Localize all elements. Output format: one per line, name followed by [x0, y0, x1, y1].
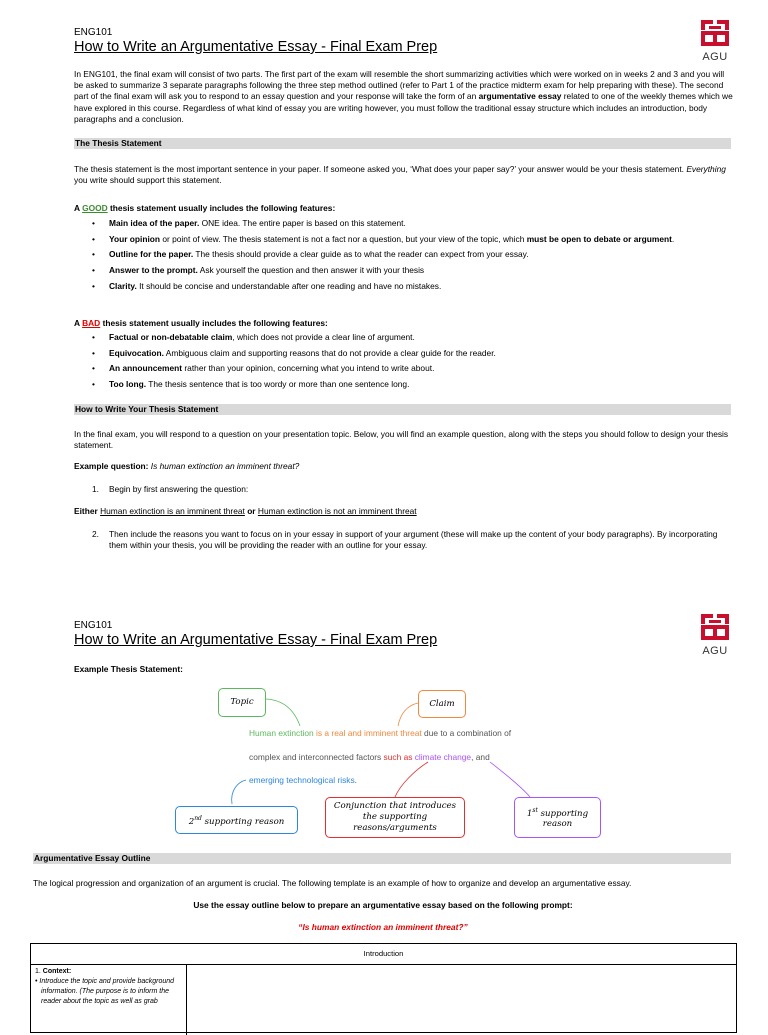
step-number: 2.: [92, 529, 99, 539]
claim-box: Claim: [418, 690, 466, 718]
reason1-connector: [490, 762, 530, 797]
thesis-claim: is a real and imminent threat: [313, 728, 422, 738]
list-item: • Factual or non-debatable claim, which does not provide a clear line of argument.: [92, 332, 415, 342]
reason1-sup: st: [532, 806, 538, 814]
thesis-heading: The Thesis Statement: [74, 138, 731, 149]
thesis-reason-2: emerging technological risks: [249, 775, 355, 785]
howto-paragraph: In the final exam, you will respond to a question on your presentation topic. Below, you will find an example question, along with the steps you should follow to design your thesis statement.: [74, 429, 729, 451]
page-title: How to Write an Argumentative Essay - Final Exam Prep: [74, 39, 438, 55]
either-option-b: Human extinction is not an imminent threat: [257, 506, 417, 516]
step-text: Then include the reasons you want to focus on in your essay in support of your argument (these will make up the content of your body paragraphs). By incorporating them within your thesis, you will be providing the reader with an outline for your essay.: [109, 529, 718, 551]
example-thesis-label: Example Thesis Statement:: [74, 664, 183, 674]
list-item: • Clarity. It should be concise and understandable after one reading and have no mistakes.: [92, 280, 442, 291]
intro-end: related to one of the weekly themes which we have explored in this course. Regardless of what kind of essay you are writing however, you must follow the traditional essay structure which includes an introduction, body paragraphs and a conclusion.: [74, 91, 733, 124]
table-header: Introduction: [31, 944, 736, 965]
item-bullet-text: Introduce the topic and provide background information. (The purpose is to inform the reader about the topic as well as grab: [39, 978, 175, 1005]
good-post: thesis statement usually includes the following features:: [110, 203, 336, 213]
item-bold: Answer to the prompt.: [109, 265, 198, 276]
item-bold-2: must be open to debate or argument: [526, 233, 672, 244]
bad-word: BAD: [82, 318, 101, 328]
outline-instruction: Use the essay outline below to prepare an argumentative essay based on the following prompt:: [193, 900, 573, 910]
reason2-num: 2: [188, 816, 195, 827]
thesis-reason-1: climate change: [412, 752, 472, 762]
list-item: • Your opinion or point of view. The thesis statement is not a fact nor a question, but your view of the topic, which must be open to debate or argument.: [92, 233, 675, 244]
or-label: or: [247, 506, 256, 516]
outline-paragraph: The logical progression and organization of an argument is crucial. The following template is an example of how to organize and develop an argumentative essay.: [33, 878, 632, 888]
thesis-line-3: [249, 775, 357, 785]
item-bold: Your opinion: [109, 233, 161, 244]
item-bold: An announcement: [109, 363, 183, 374]
reason2-box: [175, 806, 298, 834]
item-bold: Outline for the paper.: [109, 249, 194, 260]
outline-heading: Argumentative Essay Outline: [33, 853, 731, 864]
table-cell-context: [31, 965, 187, 1035]
thesis-line-2: [249, 752, 490, 762]
claim-connector: [398, 703, 418, 726]
item-number: 1.: [35, 968, 41, 975]
list-item: • Too long. The thesis sentence that is too wordy or more than one sentence long.: [92, 379, 410, 390]
course-code: ENG101: [74, 27, 113, 38]
item-title: Context:: [42, 968, 72, 975]
either-option-a: Human extinction is an imminent threat: [100, 506, 245, 516]
reason2-sup: nd: [194, 814, 202, 822]
intro-text: In ENG101, the final exam will consist of two parts. The first part of the exam will resemble the short summarizing activities which were worked on in weeks 2 and 3 and you will be asked to summarize 3 separate paragraphs following the three step method outlined (refer to Part 1 of the practice midterm exam for help preparing with these). The second part of the final exam will ask you to respond to an essay question and your response will take the form of an: [74, 69, 725, 102]
item-text: ONE idea. The entire paper is based on this statement.: [199, 218, 406, 228]
either-label: Either: [74, 506, 98, 516]
example-label: Example question:: [74, 461, 149, 471]
item-bullet: • Introduce the topic and provide background information. (The purpose is to inform the reader about the topic as well as grab: [35, 978, 175, 1005]
conjunction-connector: [395, 762, 428, 797]
conjunction-box: Conjunction that introduces the supporting reasons/arguments: [325, 797, 465, 838]
course-code: ENG101: [74, 620, 113, 631]
thesis-text: complex and interconnected factors: [249, 752, 384, 762]
bad-pre: A: [74, 318, 80, 328]
item-bold: Equivocation.: [109, 347, 164, 358]
outline-table: [30, 943, 737, 1033]
step-text: Begin by first answering the question:: [109, 484, 249, 494]
thesis-italic: Everything: [686, 164, 726, 174]
step-number: 1.: [92, 484, 99, 494]
example-question-text: Is human extinction an imminent threat?: [150, 461, 300, 471]
thesis-text-b: , and: [471, 752, 490, 762]
item-text: The thesis sentence that is too wordy or more than one sentence long.: [146, 379, 410, 390]
thesis-text-b: you write should support this statement.: [74, 175, 222, 186]
topic-connector: [266, 699, 300, 726]
logo-text: AGU: [702, 645, 728, 657]
item-text: or point of view. The thesis statement is not a fact nor a question, but your view of the topic, which: [160, 233, 527, 244]
logo-text: AGU: [702, 51, 728, 63]
item-bold: Clarity.: [109, 280, 137, 291]
list-item: • An announcement rather than your opinion, concerning what you intend to write about.: [92, 363, 435, 374]
list-item: • Main idea of the paper. ONE idea. The entire paper is based on this statement.: [92, 218, 406, 228]
item-text: Ask yourself the question and then answer it with your thesis: [197, 265, 425, 276]
thesis-topic: Human extinction: [249, 728, 314, 738]
item-bold: Factual or non-debatable claim: [109, 332, 233, 342]
howto-heading: How to Write Your Thesis Statement: [74, 404, 731, 415]
thesis-text-a: The thesis statement is the most important sentence in your paper. If someone asked you, ‘What does your paper say?’ your answer would be your thesis statement.: [74, 164, 684, 174]
thesis-end: .: [354, 775, 357, 785]
reason2-connector: [232, 780, 246, 804]
reason1-box: [514, 797, 601, 838]
item-text: It should be concise and understandable after one reading and have no mistakes.: [136, 280, 442, 291]
item-text-2: .: [671, 233, 675, 244]
reason1-num: 1: [526, 808, 533, 819]
list-item: • Answer to the prompt. Ask yourself the question and then answer it with your thesis: [92, 265, 425, 276]
list-item: • Outline for the paper. The thesis should provide a clear guide as to what the reader can expect from your essay.: [92, 249, 529, 260]
item-text: rather than your opinion, concerning what you intend to write about.: [182, 363, 435, 374]
good-pre: A: [74, 203, 80, 213]
intro-bold: argumentative essay: [478, 91, 562, 102]
item-text: The thesis should provide a clear guide as to what the reader can expect from your essay.: [193, 249, 529, 260]
bad-post: thesis statement usually includes the following features:: [102, 318, 328, 328]
page-title: How to Write an Argumentative Essay - Final Exam Prep: [74, 632, 438, 648]
list-item: • Equivocation. Ambiguous claim and supporting reasons that do not provide a clear guide for the reader.: [92, 347, 496, 358]
topic-box: Topic: [218, 688, 266, 717]
reason2-text: supporting reason: [201, 816, 285, 827]
item-text: Ambiguous claim and supporting reasons that do not provide a clear guide for the reader.: [163, 347, 496, 358]
good-word: GOOD: [82, 203, 108, 213]
reason1-text: supporting reason: [537, 808, 589, 830]
thesis-conjunction: such as: [383, 752, 413, 762]
item-bold: Too long.: [109, 379, 147, 390]
item-text: , which does not provide a clear line of argument.: [232, 332, 415, 342]
essay-prompt: “Is human extinction an imminent threat?”: [298, 922, 468, 932]
thesis-rest: due to a combination of: [421, 728, 512, 738]
item-bold: Main idea of the paper.: [109, 218, 200, 228]
thesis-line-1: [249, 728, 511, 738]
